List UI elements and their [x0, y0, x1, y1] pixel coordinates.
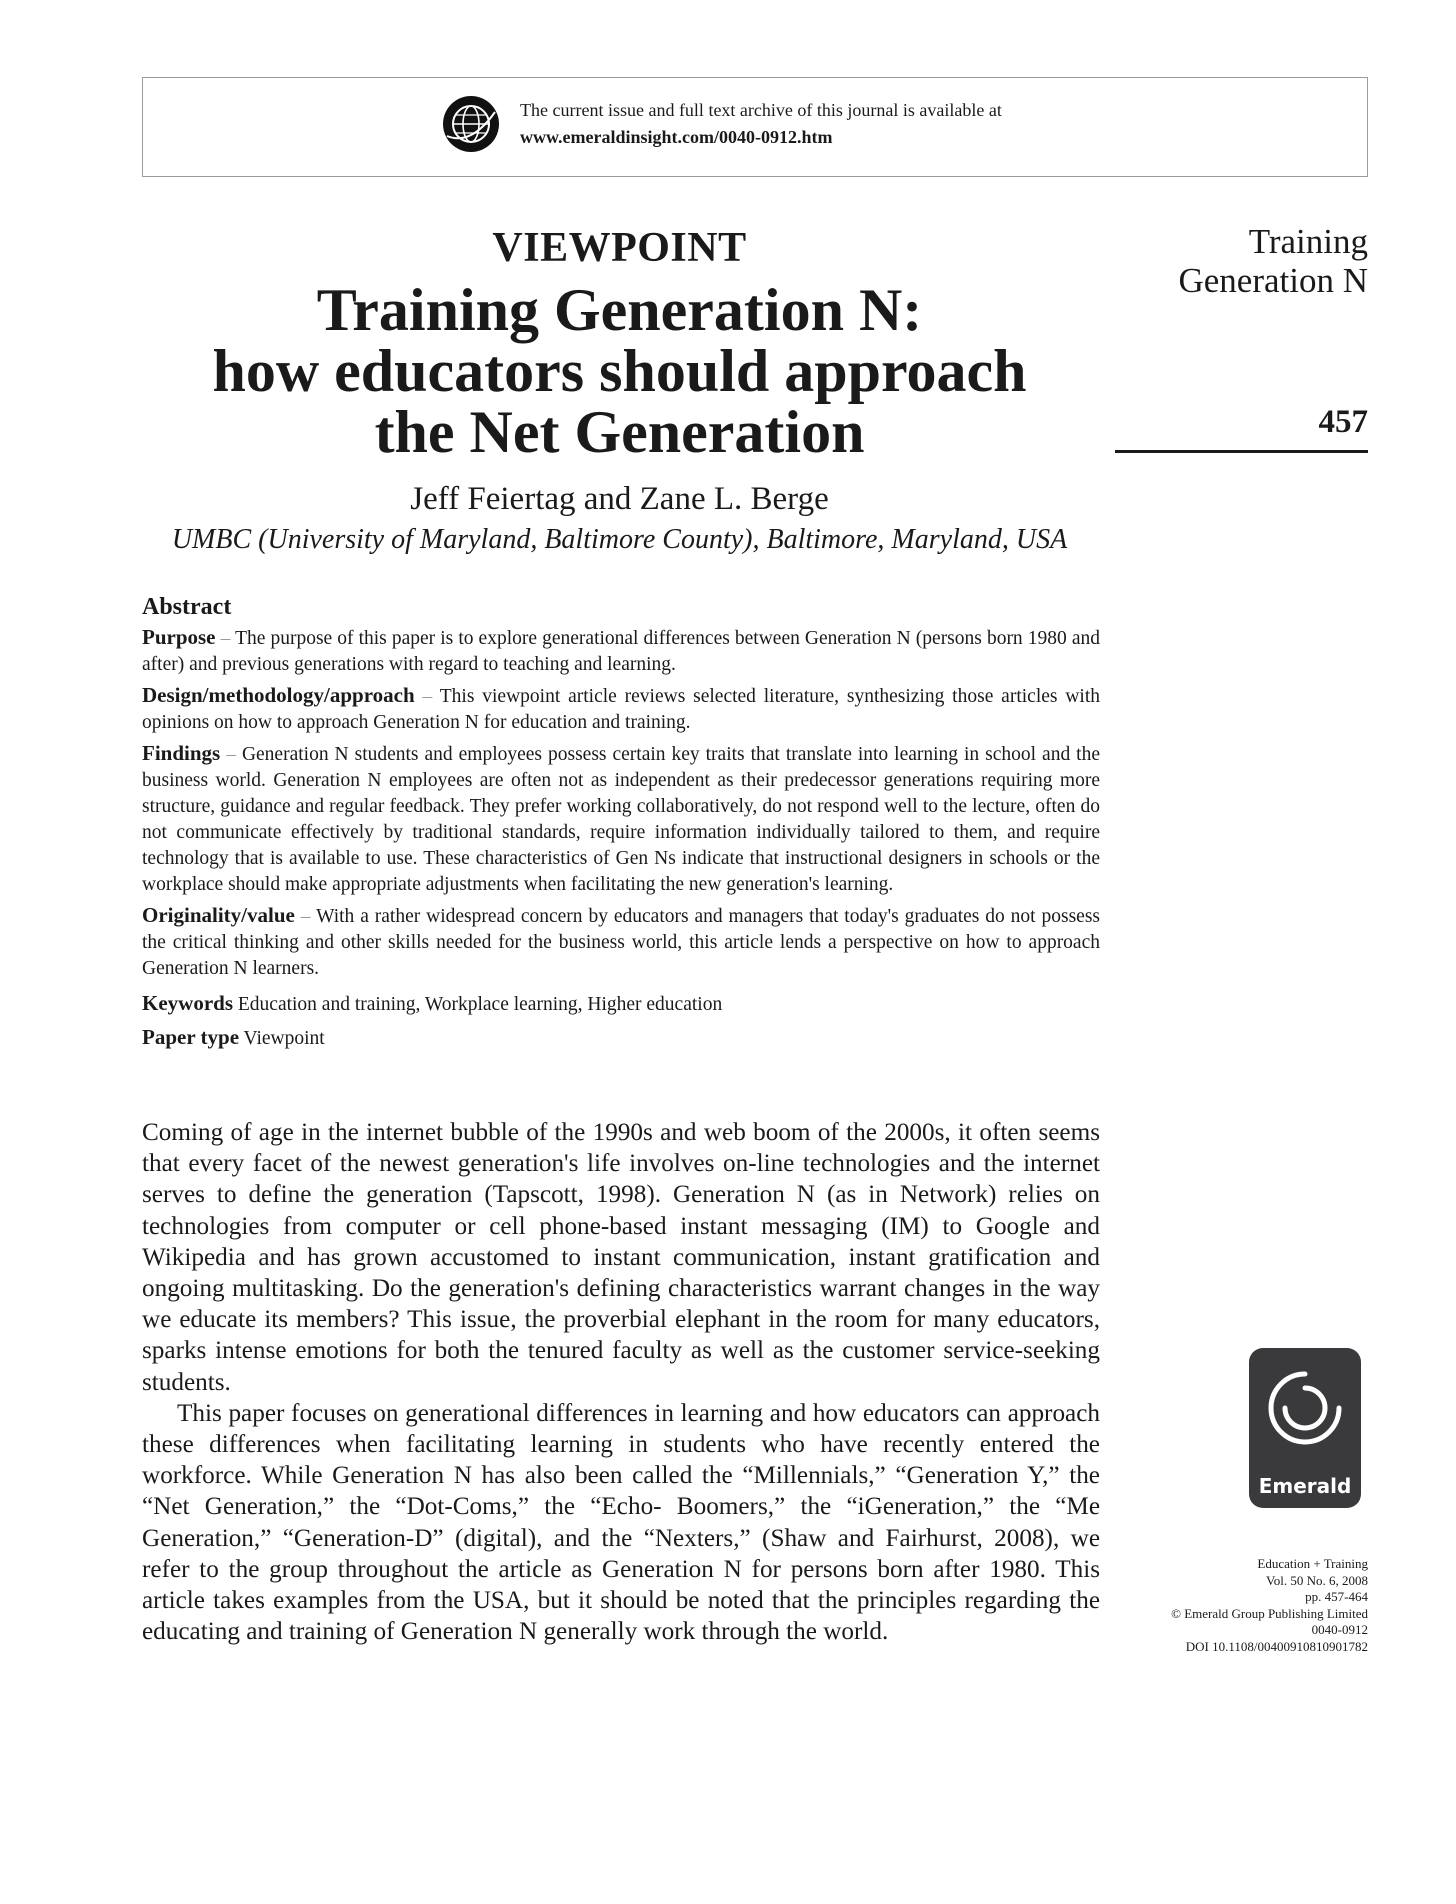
abstract	[142, 592, 1100, 1056]
paper-type	[142, 1024, 1100, 1052]
abstract-label: Purpose	[142, 625, 216, 649]
abstract-originality: Originality/value – With a rather widespread concern by educators and managers that today's graduates do not possess the critical thinking and other skills needed for the business world, this article lends a perspective on how to approach Generation N learners.	[142, 903, 1101, 979]
banner-line: The current issue and full text archive of this journal is available at	[520, 100, 1002, 120]
abstract-text: This viewpoint article reviews selected literature, synthesizing those articles with opinions on how to approach Generation N for education and training.	[142, 686, 1100, 733]
keywords	[142, 990, 1100, 1018]
journal-citation	[1171, 1556, 1368, 1655]
title-line: how educators should approach	[212, 338, 1027, 404]
citation-line: DOI 10.1108/00400910810901782	[1185, 1638, 1368, 1654]
abstract-design: Design/methodology/approach – This viewpoint article reviews selected literature, synthesizing those articles with opinions on how to approach Generation N for education and training.	[142, 683, 1100, 733]
citation-line: © Emerald Group Publishing Limited	[1171, 1605, 1368, 1621]
section-label: VIEWPOINT	[492, 225, 747, 271]
abstract-purpose: Purpose – The purpose of this paper is to explore generational differences between Generation N (persons born 1980 and after) and previous generations with regard to teaching and learning.	[142, 625, 1100, 675]
authors: Jeff Feiertag and Zane L. Berge	[410, 481, 829, 517]
journal-banner	[142, 77, 1368, 177]
keywords-label: Keywords	[142, 991, 233, 1015]
keywords-text: Education and training, Workplace learning, Higher education	[237, 994, 723, 1015]
running-title-line: Training	[1248, 222, 1368, 261]
citation-line: 0040-0912	[1311, 1622, 1368, 1637]
abstract-label: Originality/value	[142, 903, 295, 927]
citation-line: Education + Training	[1257, 1556, 1368, 1571]
emerald-logo	[1249, 1348, 1361, 1508]
citation-line: pp. 457-464	[1305, 1589, 1368, 1604]
title-line: Training Generation N:	[316, 277, 923, 343]
logo-text: Emerald	[1258, 1474, 1352, 1498]
abstract-text: The purpose of this paper is to explore generational differences between Generation N (persons born 1980 and after) and previous generations with regard to teaching and learning.	[142, 628, 1100, 675]
abstract-label: Findings	[142, 741, 221, 765]
banner-url-link[interactable]: www.emeraldinsight.com/0040-0912.htm	[520, 127, 833, 147]
abstract-findings: Findings – Generation N students and employees possess certain key traits that translate into learning in school and the business world. Generation N employees are often not as independent as their predecessor generations requiring more structure, guidance and regular feedback. They prefer working collaboratively, do not respond well to the lecture, often do not communicate effectively by traditional standards, require information individually tailored to them, and require technology that is available to use. These characteristics of Gen Ns indicate that instructional designers in schools or the workplace should make appropriate adjustments when facilitating the new generation's learning.	[142, 741, 1101, 895]
abstract-heading: Abstract	[142, 594, 232, 620]
body-paragraph: This paper focuses on generational differences in learning and how educators can approach these differences when facilitating learning in students who have recently entered the workforce. While Generation N has also been called the “Millennials,” “Generation Y,” the “Net Generation,” the “Dot-Coms,” the “Echo- Boomers,” the “iGeneration,” the “Me Generation,” “Generation-D” (digital), and the “Nexters,” (Shaw and Fairhurst, 2008), we refer to the group throughout the article as Generation N for persons born after 1980. This article takes examples from the USA, but it should be noted that the principles regarding the educating and training of Generation N generally work through the world.	[142, 1399, 1100, 1646]
running-title	[1178, 222, 1368, 300]
margin-rule	[1115, 450, 1368, 453]
banner-text	[520, 97, 1002, 151]
page-number: 457	[1318, 404, 1368, 440]
title-line: the Net Generation	[374, 399, 865, 465]
emerald-swirl-icon	[1249, 1352, 1361, 1464]
paper-type-label: Paper type	[142, 1025, 240, 1049]
article-title	[142, 277, 1097, 465]
paper-type-text: Viewpoint	[243, 1028, 325, 1049]
abstract-text: With a rather widespread concern by educators and managers that today's graduates do not possess the critical thinking and other skills needed for the business world, this article lends a perspective on how to approach Generation N learners.	[142, 906, 1101, 979]
body-paragraph: Coming of age in the internet bubble of the 1990s and web boom of the 2000s, it often seems that every facet of the newest generation's life involves on-line technologies and the internet serves to define the generation (Tapscott, 1998). Generation N (as in Network) relies on technologies from computer or cell phone-based instant messaging (IM) to Google and Wikipedia and has grown accustomed to instant communication, instant gratification and ongoing multitasking. Do the generation's defining characteristics warrant changes in the way we educate its members? This issue, the proverbial elephant in the room for many educators, sparks intense emotions for both the tenured faculty as well as the customer service-seeking students.	[142, 1119, 1100, 1396]
running-title-line: Generation N	[1178, 261, 1368, 300]
article-body	[142, 1117, 1100, 1647]
abstract-label: Design/methodology/approach	[142, 683, 415, 707]
abstract-text: Generation N students and employees possess certain key traits that translate into learning in school and the business world. Generation N employees are often not as independent as their predecessor generations requiring more structure, guidance and regular feedback. They prefer working collaboratively, do not respond well to the lecture, often do not communicate effectively by traditional standards, require information individually tailored to them, and require technology that is available to use. These characteristics of Gen Ns indicate that instructional designers in schools or the workplace should make appropriate adjustments when facilitating the new generation's learning.	[142, 744, 1101, 895]
affiliation: UMBC (University of Maryland, Baltimore County), Baltimore, Maryland, USA	[171, 524, 1068, 555]
globe-icon	[441, 94, 501, 154]
citation-line: Vol. 50 No. 6, 2008	[1266, 1572, 1368, 1588]
